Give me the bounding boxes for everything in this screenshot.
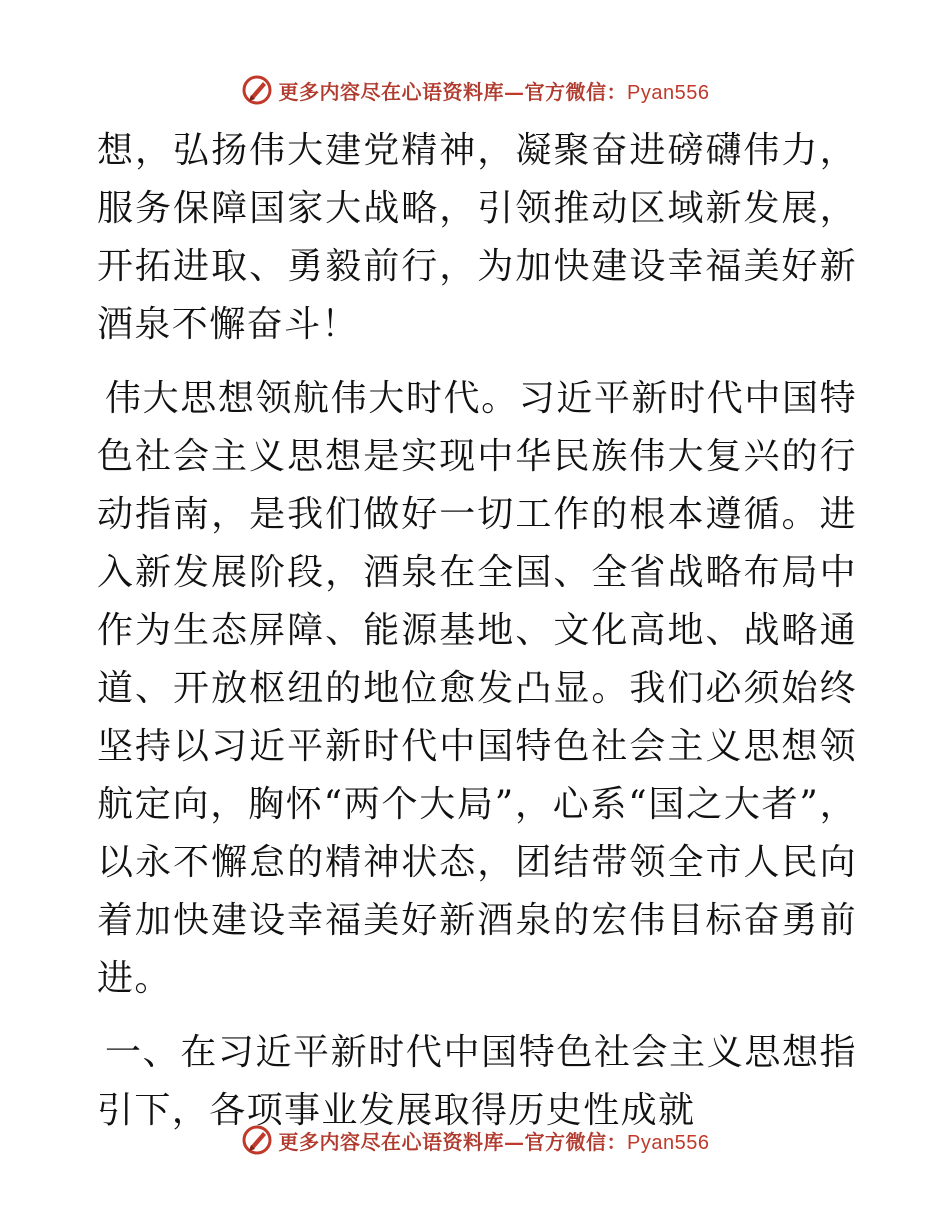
watermark-site-text: 更多内容尽在心语资料库 [278, 1129, 505, 1154]
quill-logo-icon [241, 1124, 273, 1156]
watermark-wechat-label: 官方微信： [524, 1129, 628, 1154]
paragraph-main: 伟大思想领航伟大时代。习近平新时代中国特色社会主义思想是实现中华民族伟大复兴的行动指南，是我们做好一切工作的根本遵循。进入新发展阶段，酒泉在全国、全省战略布局中作为生态屏障、能源基地、文化高地、战略通道、开放枢纽的地位愈发凸显。我们必须始终坚持以习近平新时代中国特色社会主义思想领航定向，胸怀“两个大局”，心系“国之大者”，以永不懈怠的精神状态，团结带领全市人民向着加快建设幸福美好新酒泉的宏伟目标奋勇前进。 [97, 378, 857, 999]
watermark-text [279, 76, 710, 105]
watermark-footer [0, 1120, 950, 1160]
watermark-dash: — [504, 1129, 525, 1154]
section-heading: 一、在习近平新时代中国特色社会主义思想指引下，各项事业发展取得历史性成就 [97, 1032, 857, 1131]
watermark-dash: — [504, 79, 525, 104]
watermark-wechat-id: Pyan556 [627, 1131, 710, 1154]
watermark-wechat-id: Pyan556 [627, 81, 710, 104]
paragraph-continuation: 想，弘扬伟大建党精神，凝聚奋进磅礴伟力，服务保障国家大战略，引领推动区域新发展，开拓进取、勇毅前行，为加快建设幸福美好新酒泉不懈奋斗！ [97, 130, 857, 345]
watermark-text [279, 1126, 710, 1155]
watermark-wechat-label: 官方微信： [524, 79, 628, 104]
quill-logo-icon [241, 74, 273, 106]
document-body [97, 122, 857, 1140]
watermark-header [0, 70, 950, 110]
watermark-site-text: 更多内容尽在心语资料库 [278, 79, 505, 104]
